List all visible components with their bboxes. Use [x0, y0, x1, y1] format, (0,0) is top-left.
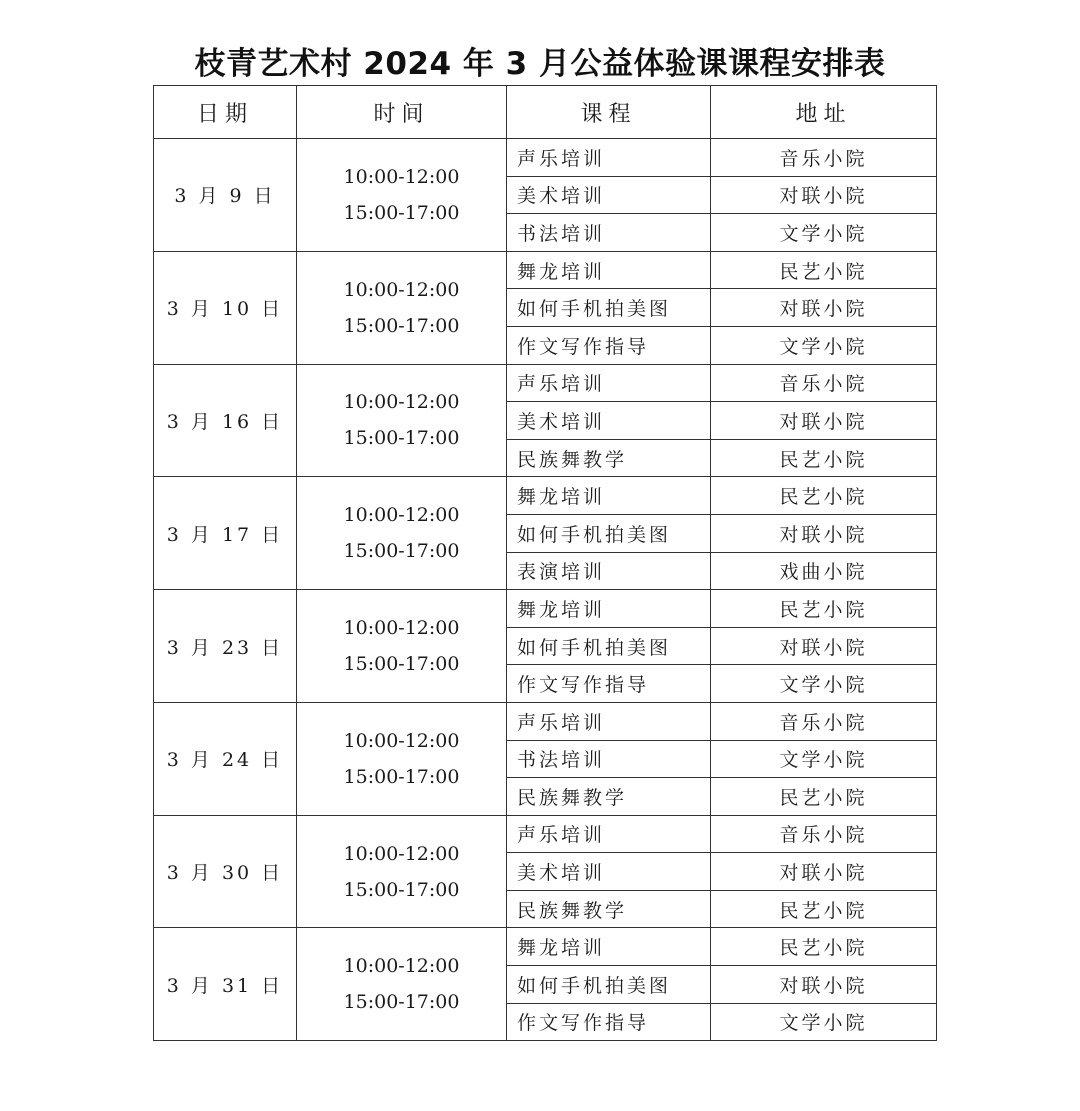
- table-row: [154, 702, 937, 740]
- course-cell: 舞龙培训: [507, 477, 711, 515]
- address-cell: 对联小院: [711, 627, 937, 665]
- course-cell: 声乐培训: [507, 702, 711, 740]
- time-slot-afternoon: 15:00-17:00: [343, 540, 460, 563]
- course-cell: 舞龙培训: [507, 251, 711, 289]
- address-cell: 民艺小院: [711, 251, 937, 289]
- time-cell: [297, 815, 507, 928]
- address-cell: 对联小院: [711, 402, 937, 440]
- course-cell: 如何手机拍美图: [507, 514, 711, 552]
- schedule-table: [153, 85, 937, 1041]
- time-slot-morning: 10:00-12:00: [343, 278, 460, 301]
- address-cell: 民艺小院: [711, 778, 937, 816]
- address-cell: 音乐小院: [711, 364, 937, 402]
- time-slot-morning: 10:00-12:00: [343, 729, 460, 752]
- header-date: 日期: [154, 86, 297, 139]
- date-cell: 3 月 9 日: [154, 139, 297, 252]
- time-slot-afternoon: 15:00-17:00: [343, 765, 460, 788]
- course-cell: 美术培训: [507, 853, 711, 891]
- address-cell: 对联小院: [711, 853, 937, 891]
- course-cell: 舞龙培训: [507, 928, 711, 966]
- course-cell: 美术培训: [507, 402, 711, 440]
- course-cell: 作文写作指导: [507, 665, 711, 703]
- address-cell: 音乐小院: [711, 139, 937, 177]
- date-cell: 3 月 23 日: [154, 590, 297, 703]
- document-title: 枝青艺术村 2024 年 3 月公益体验课课程安排表: [194, 46, 886, 82]
- header-time: 时间: [297, 86, 507, 139]
- time-slot-morning: 10:00-12:00: [343, 842, 460, 865]
- course-cell: 如何手机拍美图: [507, 289, 711, 327]
- table-row: [154, 815, 937, 853]
- date-cell: 3 月 17 日: [154, 477, 297, 590]
- address-cell: 对联小院: [711, 176, 937, 214]
- course-cell: 民族舞教学: [507, 439, 711, 477]
- course-cell: 书法培训: [507, 214, 711, 252]
- time-cell: [297, 364, 507, 477]
- address-cell: 对联小院: [711, 289, 937, 327]
- address-cell: 文学小院: [711, 665, 937, 703]
- table-row: [154, 590, 937, 628]
- course-cell: 声乐培训: [507, 139, 711, 177]
- time-slot-afternoon: 15:00-17:00: [343, 653, 460, 676]
- date-cell: 3 月 30 日: [154, 815, 297, 928]
- date-cell: 3 月 10 日: [154, 251, 297, 364]
- course-cell: 如何手机拍美图: [507, 966, 711, 1004]
- time-slot-morning: 10:00-12:00: [343, 165, 460, 188]
- course-cell: 声乐培训: [507, 815, 711, 853]
- address-cell: 文学小院: [711, 214, 937, 252]
- address-cell: 文学小院: [711, 326, 937, 364]
- course-cell: 书法培训: [507, 740, 711, 778]
- address-cell: 民艺小院: [711, 890, 937, 928]
- course-cell: 民族舞教学: [507, 778, 711, 816]
- time-cell: [297, 702, 507, 815]
- table-row: [154, 477, 937, 515]
- address-cell: 对联小院: [711, 966, 937, 1004]
- time-slot-afternoon: 15:00-17:00: [343, 201, 460, 224]
- course-cell: 舞龙培训: [507, 590, 711, 628]
- course-cell: 声乐培训: [507, 364, 711, 402]
- table-row: [154, 139, 937, 177]
- header-address: 地址: [711, 86, 937, 139]
- address-cell: 音乐小院: [711, 815, 937, 853]
- address-cell: 对联小院: [711, 514, 937, 552]
- table-row: [154, 928, 937, 966]
- header-course: 课程: [507, 86, 711, 139]
- course-cell: 美术培训: [507, 176, 711, 214]
- address-cell: 民艺小院: [711, 590, 937, 628]
- address-cell: 民艺小院: [711, 928, 937, 966]
- address-cell: 文学小院: [711, 740, 937, 778]
- course-cell: 作文写作指导: [507, 326, 711, 364]
- course-cell: 民族舞教学: [507, 890, 711, 928]
- header-row: [154, 86, 937, 139]
- time-cell: [297, 251, 507, 364]
- course-cell: 作文写作指导: [507, 1003, 711, 1041]
- schedule-body: [154, 139, 937, 1041]
- time-slot-morning: 10:00-12:00: [343, 955, 460, 978]
- time-slot-afternoon: 15:00-17:00: [343, 427, 460, 450]
- table-row: [154, 251, 937, 289]
- time-slot-afternoon: 15:00-17:00: [343, 314, 460, 337]
- time-slot-morning: 10:00-12:00: [343, 391, 460, 414]
- address-cell: 民艺小院: [711, 477, 937, 515]
- address-cell: 音乐小院: [711, 702, 937, 740]
- address-cell: 戏曲小院: [711, 552, 937, 590]
- date-cell: 3 月 31 日: [154, 928, 297, 1041]
- table-row: [154, 364, 937, 402]
- date-cell: 3 月 16 日: [154, 364, 297, 477]
- time-cell: [297, 477, 507, 590]
- address-cell: 民艺小院: [711, 439, 937, 477]
- course-cell: 如何手机拍美图: [507, 627, 711, 665]
- time-cell: [297, 928, 507, 1041]
- time-cell: [297, 139, 507, 252]
- time-slot-afternoon: 15:00-17:00: [343, 991, 460, 1014]
- time-cell: [297, 590, 507, 703]
- date-cell: 3 月 24 日: [154, 702, 297, 815]
- address-cell: 文学小院: [711, 1003, 937, 1041]
- time-slot-afternoon: 15:00-17:00: [343, 878, 460, 901]
- time-slot-morning: 10:00-12:00: [343, 617, 460, 640]
- time-slot-morning: 10:00-12:00: [343, 504, 460, 527]
- course-cell: 表演培训: [507, 552, 711, 590]
